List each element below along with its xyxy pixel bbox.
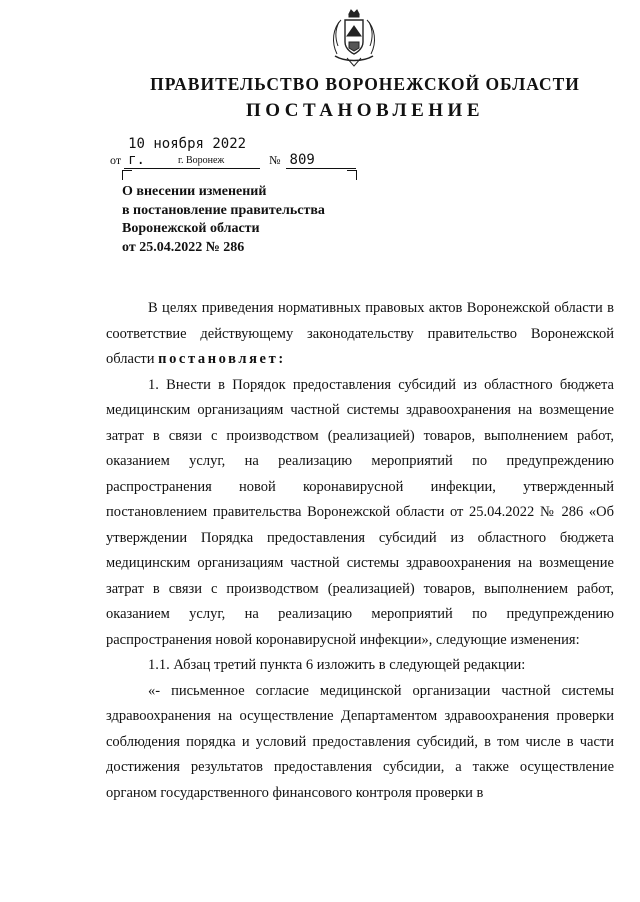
item-1-paragraph: 1. Внести в Порядок предоставления субсидий из областного бюджета медицинским организациям частной системы здравоохранения на возмещение затрат в связи с производством (реализацией) товаров, выполнением работ, оказанием услуг, на реализацию мероприятий по предупреждению распространения новой коронавирусной инфекции, утвержденный постановлением правительства Воронежской области от 25.04.2022 № 286 «Об утверждении Порядка предоставления субсидий из областного бюджета медицинским организациям частной системы здравоохранения на возмещение затрат в связи с производством (реализацией) товаров, выполнением работ, оказанием услуг, на реализацию мероприятий по предупреждению распространения новой коронавирусной инфекции», следующие изменения: [106, 376, 614, 648]
decree-word: постановляет: [158, 351, 286, 367]
quote-paragraph: «- письменное согласие медицинской организации частной системы здравоохранения на осуществление Департаментом здравоохранения проверки соблюдения порядка и условий предоставления субсидий, в том числе в части достижения результатов предоставления субсидии, а также осуществление органом государственного финансового контроля проверки в [106, 682, 614, 801]
city-label: г. Воронеж [178, 155, 225, 166]
right-corner-mark [347, 170, 357, 180]
item-1-1-paragraph: 1.1. Абзац третий пункта 6 изложить в следующей редакции: [148, 657, 526, 673]
document-body [106, 296, 614, 806]
subject-line-1: О внесении изменений [122, 184, 267, 199]
document-type: ПОСТАНОВЛЕНИЕ [245, 100, 485, 121]
intro-text: В целях приведения нормативных правовых актов Воронежской области в соответствие действующему законодательству правительство Воронежской области [106, 300, 614, 367]
date-field: 10 ноября 2022 г. [124, 136, 260, 169]
date-line [110, 136, 356, 169]
coat-of-arms-icon [327, 8, 381, 68]
date-prefix: от [110, 153, 122, 167]
number-field: 809 [286, 152, 356, 169]
subject-line-2: в постановление правительства [122, 202, 325, 218]
number-sign: № [269, 153, 281, 167]
subject-line-4: от 25.04.2022 № 286 [122, 239, 245, 255]
organization-title: ПРАВИТЕЛЬСТВО ВОРОНЕЖСКОЙ ОБЛАСТИ [150, 74, 580, 94]
subject-line-3: Воронежской области [122, 221, 260, 236]
left-corner-mark [122, 170, 132, 180]
intro-paragraph [106, 296, 614, 373]
document-subject [122, 183, 382, 257]
